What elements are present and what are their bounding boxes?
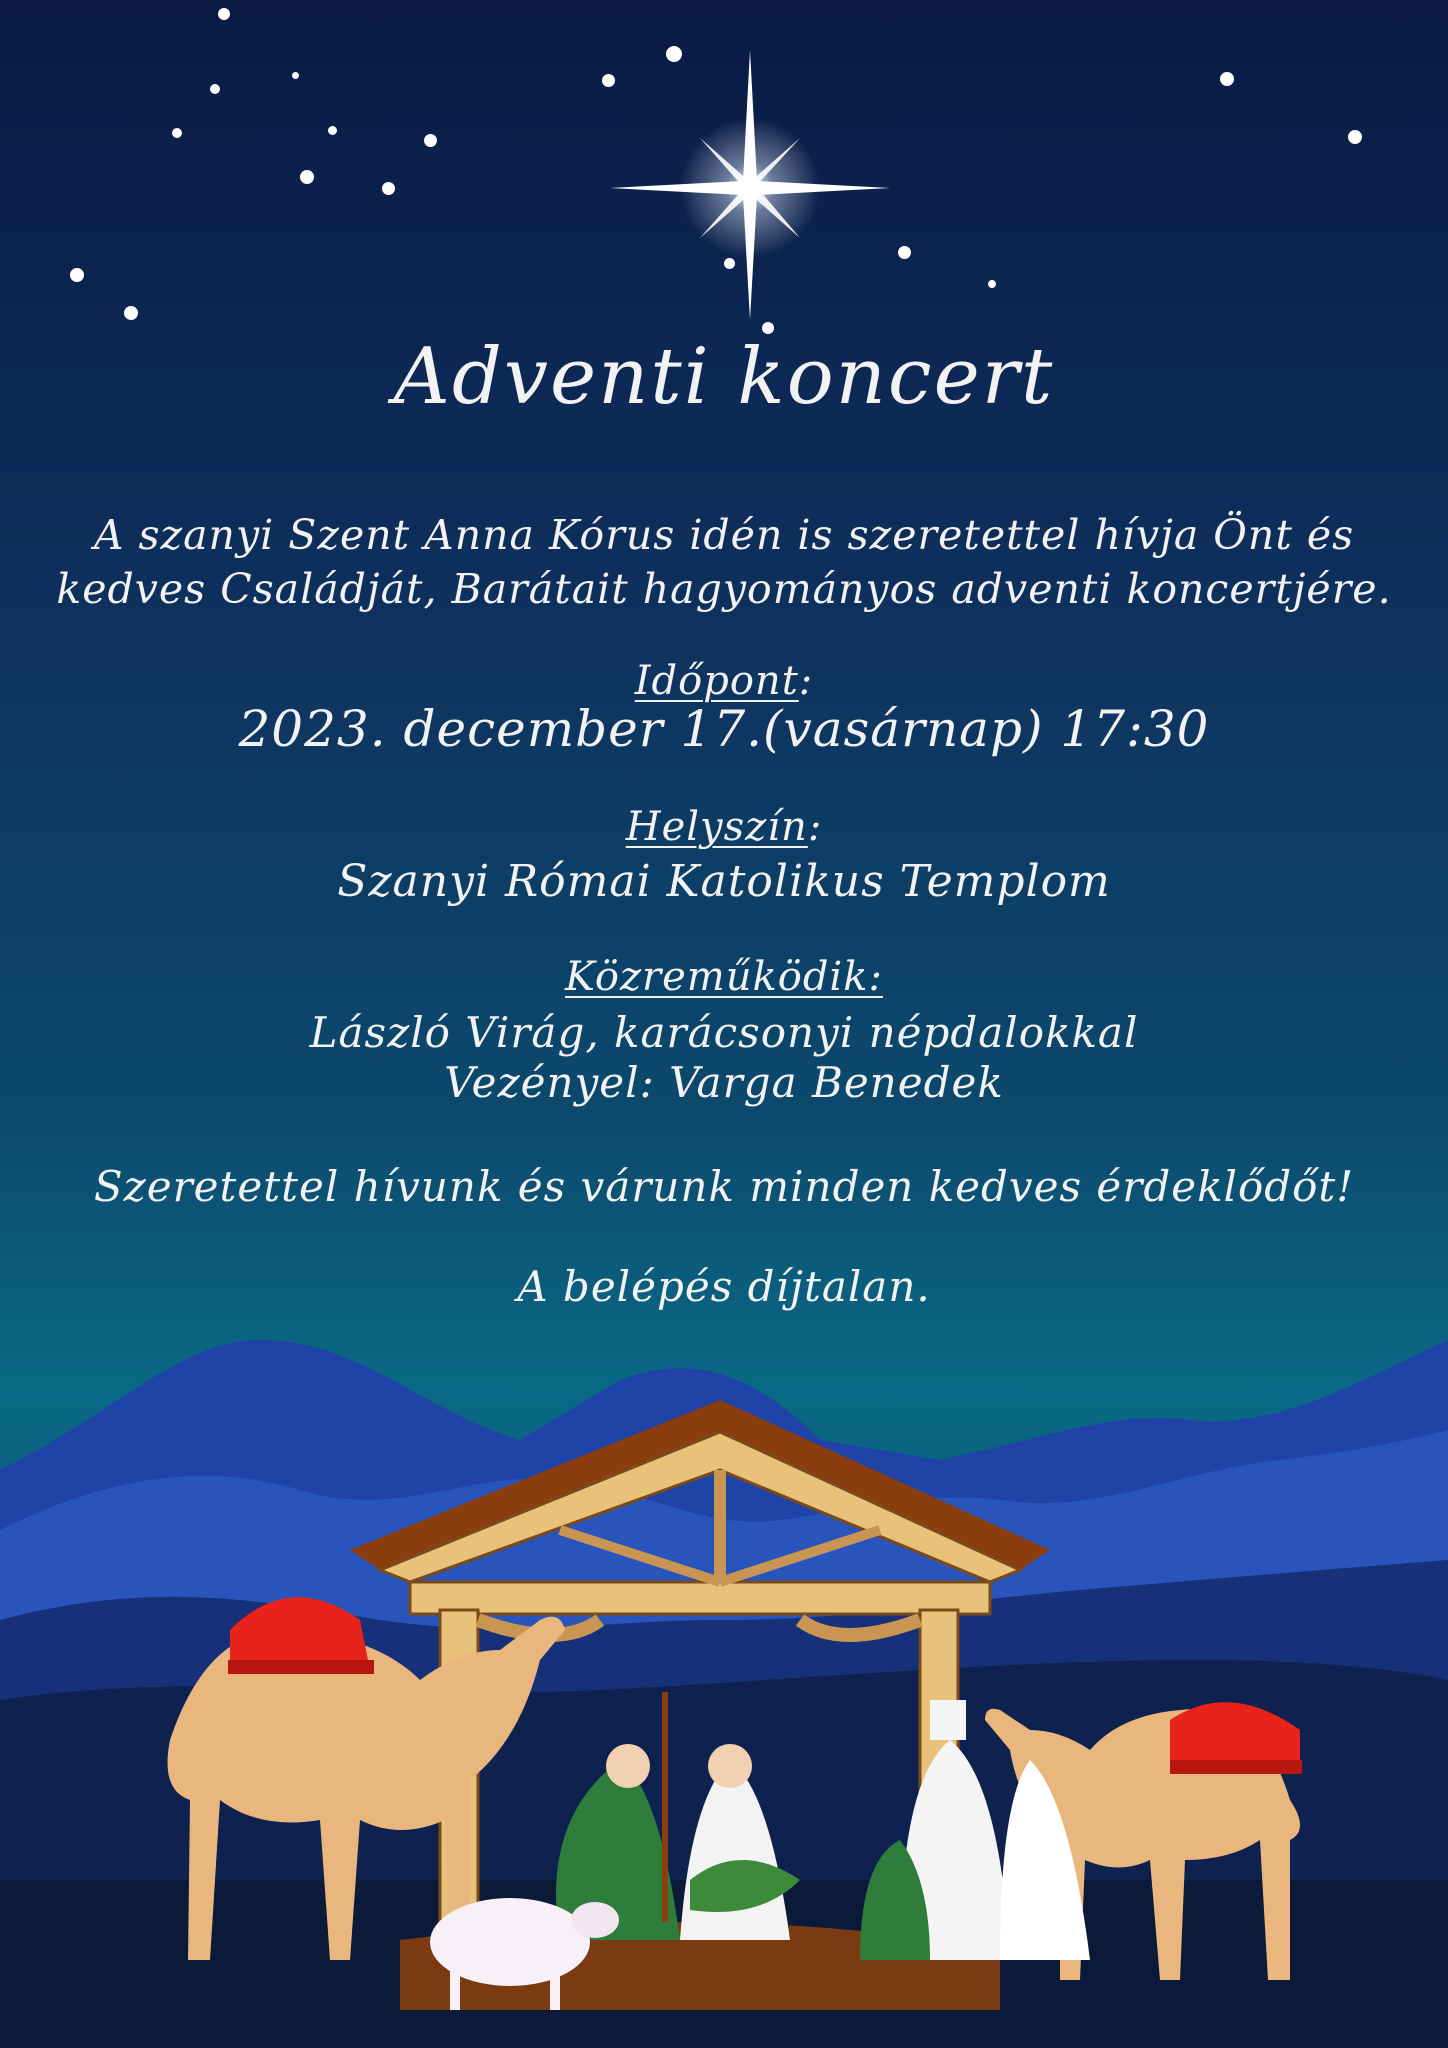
- star-icon: [218, 8, 230, 20]
- performers-label-row: [0, 954, 1448, 1000]
- time-label: Időpont: [634, 658, 799, 704]
- time-label-row: Időpont:: [634, 658, 814, 704]
- place-value: Szanyi Római Katolikus Templom: [337, 856, 1111, 907]
- star-icon: [328, 126, 337, 135]
- place-label-row: Helyszín:: [625, 804, 823, 850]
- place-label: Helyszín: [625, 804, 808, 850]
- performers-label: Közreműködik:: [565, 954, 883, 1000]
- star-icon: [300, 170, 314, 184]
- invitation-text: [0, 508, 1448, 616]
- star-icon: [172, 128, 182, 138]
- performer-line-1: László Virág, karácsonyi népdalokkal: [309, 1008, 1139, 1057]
- nativity-scene: [0, 1320, 1448, 2048]
- time-value: 2023. december 17.(vasárnap) 17:30: [238, 700, 1210, 758]
- welcome-text: Szeretettel hívunk és várunk minden kedves érdeklődőt!: [93, 1162, 1355, 1211]
- star-of-bethlehem-icon: [610, 50, 890, 330]
- performer-line-2: Vezényel: Varga Benedek: [444, 1058, 1004, 1107]
- star-icon: [382, 182, 395, 195]
- invitation-line-1: A szanyi Szent Anna Kórus idén is szeretettel hívja Önt és: [93, 511, 1355, 559]
- page-title: Adventi koncert: [393, 332, 1055, 422]
- star-icon: [988, 280, 996, 288]
- star-icon: [424, 134, 437, 147]
- invitation-line-2: kedves Családját, Barátait hagyományos adventi koncertjére.: [56, 565, 1392, 613]
- star-icon: [70, 268, 84, 282]
- star-icon: [1348, 130, 1362, 144]
- star-icon: [124, 306, 138, 320]
- star-icon: [210, 84, 220, 94]
- star-icon: [1220, 72, 1234, 86]
- entry-text: A belépés díjtalan.: [517, 1262, 931, 1311]
- star-icon: [292, 72, 299, 79]
- star-icon: [898, 246, 911, 259]
